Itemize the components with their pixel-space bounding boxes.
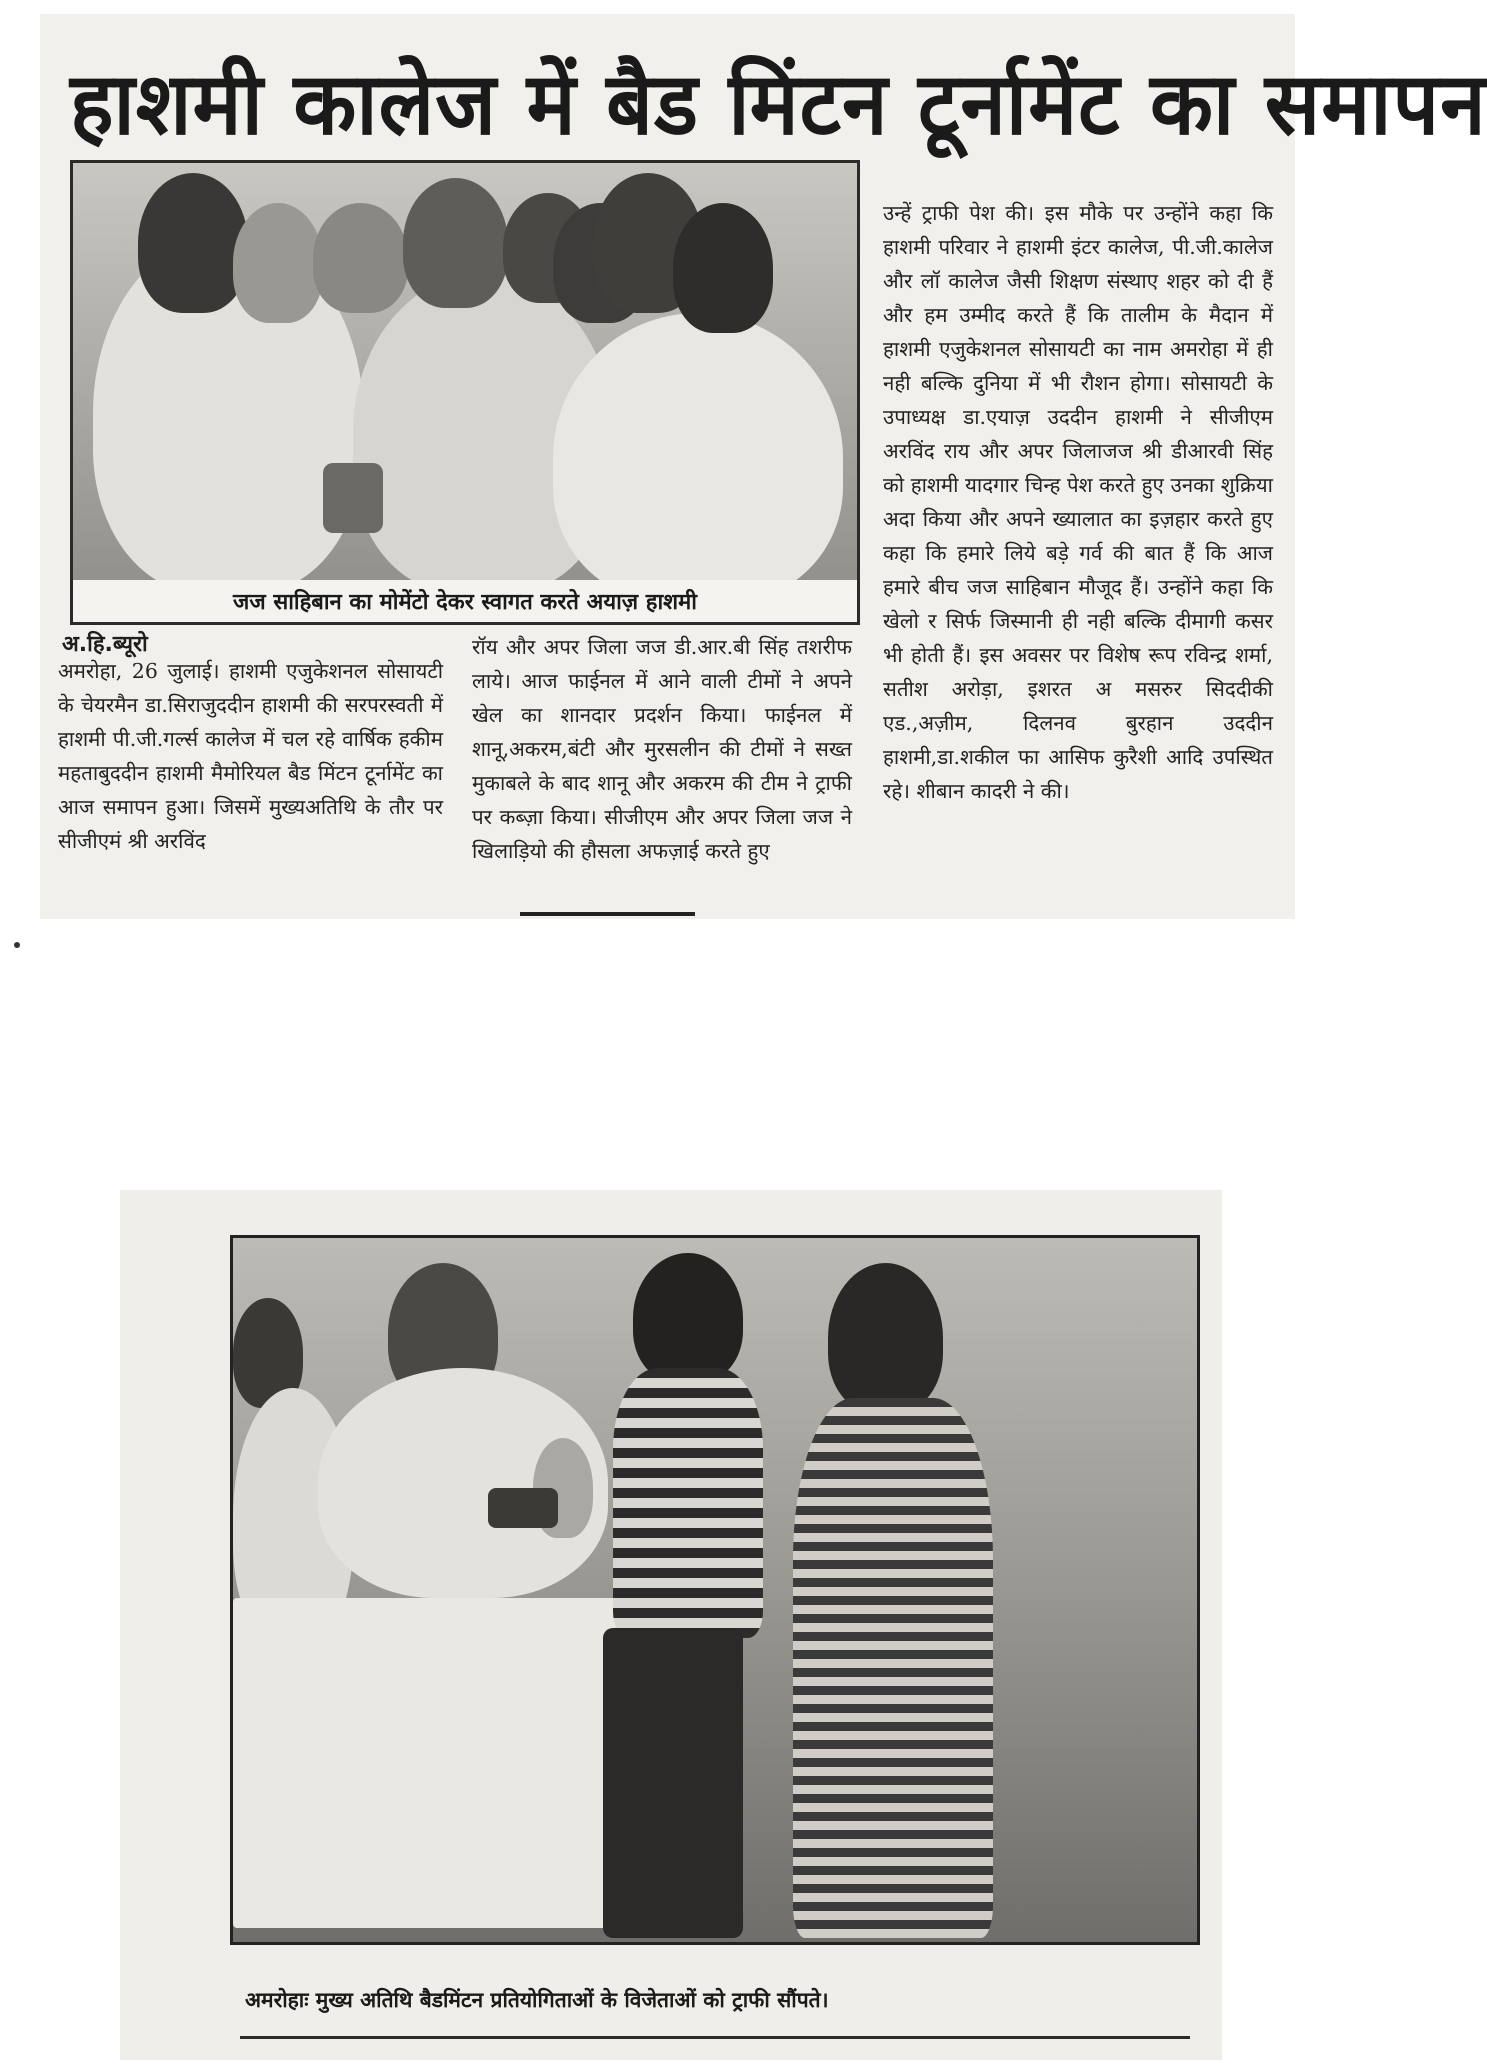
table — [233, 1598, 653, 1928]
column-2-text: रॉय और अपर जिला जज डी.आर.बी सिंह तशरीफ लाये। आज फाईनल में आने वाली टीमों ने अपने खेल का शानदार प्रदर्शन किया। फाईनल में शानू,अकरम,बंटी और मुरसलीन की टीमों ने सख्त मुकाबले के बाद शानू और अकरम की टीम ने ट्राफी पर कब्ज़ा किया। सीजीएम और अपर जिला जज ने खिलाड़ियो की हौसला अफज़ाई करते हुए — [472, 635, 852, 863]
photo-person — [793, 1398, 993, 1938]
photo-person — [613, 1368, 763, 1638]
headline: हाशमी कालेज में बैड मिंटन टूर्नामेंट का समापन — [70, 54, 1487, 155]
photo-caption: जज साहिबान का मोमेंटो देकर स्वागत करते अयाज़ हाशमी — [73, 580, 857, 622]
photo-person — [138, 173, 248, 313]
photo-person — [403, 178, 508, 308]
caption-rule — [240, 2036, 1190, 2039]
memento — [323, 463, 383, 533]
column-rule — [520, 912, 695, 916]
column-3-text: उन्हें ट्राफी पेश की। इस मौके पर उन्होंने कहा कि हाशमी परिवार ने हाशमी इंटर कालेज, पी.जी.कालेज और लॉ कालेज जैसी शिक्षण संस्थाए शहर को दी हैं और हम उम्मीद करते हैं कि तालीम के मैदान में हाशमी एजुकेशनल सोसायटी का नाम अमरोहा में ही नही बल्कि दुनिया में भी रौशन होगा। सोसायटी के उपाध्यक्ष डा.एयाज़ उददीन हाशमी ने सीजीएम अरविंद राय और अपर जिलाजज श्री डीआरवी सिंह को हाशमी यादगार चिन्ह पेश करते हुए उनका शुक्रिया अदा किया और अपने ख्यालात का इज़हार करते हुए कहा कि हमारे लिये बड़े गर्व की बात हैं कि आज हमारे बीच जज साहिबान मौजूद हैं। उन्होंने कहा कि खेलो र सिर्फ जिस्मानी ही नही बल्कि दीमागी कसर भी होती हैं। इस अवसर पर विशेष रूप रविन्द्र शर्मा, सतीश अरोड़ा, इशरत अ मसरुर सिददीकी एड.,अज़ीम, दिलनव बुरहान उददीन हाशमी,डा.शकील फा आसिफ कुरैशी आदि उपस्थित रहे। शीबान कादरी ने की। — [883, 201, 1273, 803]
column-1-text: अमरोहा, 26 जुलाई। हाशमी एजुकेशनल सोसायटी के चेयरमैन डा.सिराजुददीन हाशमी की सरपरस्वती में हाशमी पी.जी.गर्ल्स कालेज में चल रहे वार्षिक हकीम महताबुददीन हाशमी मैमोरियल बैड मिंटन टूर्नामेंट का आज समापन हुआ। जिसमें मुख्यअतिथि के तौर पर सीजीएमं श्री अरविंद — [58, 659, 443, 853]
photo-person — [603, 1628, 743, 1938]
photo-person — [313, 203, 408, 313]
photo-person — [828, 1263, 943, 1413]
article-column-1 — [58, 654, 443, 858]
photo-trophy-presentation — [230, 1235, 1200, 1945]
ink-dot — [14, 942, 20, 948]
photo-person — [553, 313, 843, 603]
photo-person — [233, 203, 323, 323]
article-column-2 — [472, 630, 852, 868]
photo-person — [633, 1253, 743, 1383]
photo-judges-welcome — [70, 160, 860, 625]
byline: अ.हि.ब्यूरो — [62, 632, 148, 657]
trophy — [488, 1488, 558, 1528]
photo-person — [673, 203, 773, 333]
article-column-3 — [883, 196, 1273, 808]
photo-caption-2: अमरोहाः मुख्य अतिथि बैडमिंटन प्रतियोगिताओं के विजेताओं को ट्राफी सौंपते। — [245, 1988, 829, 2012]
